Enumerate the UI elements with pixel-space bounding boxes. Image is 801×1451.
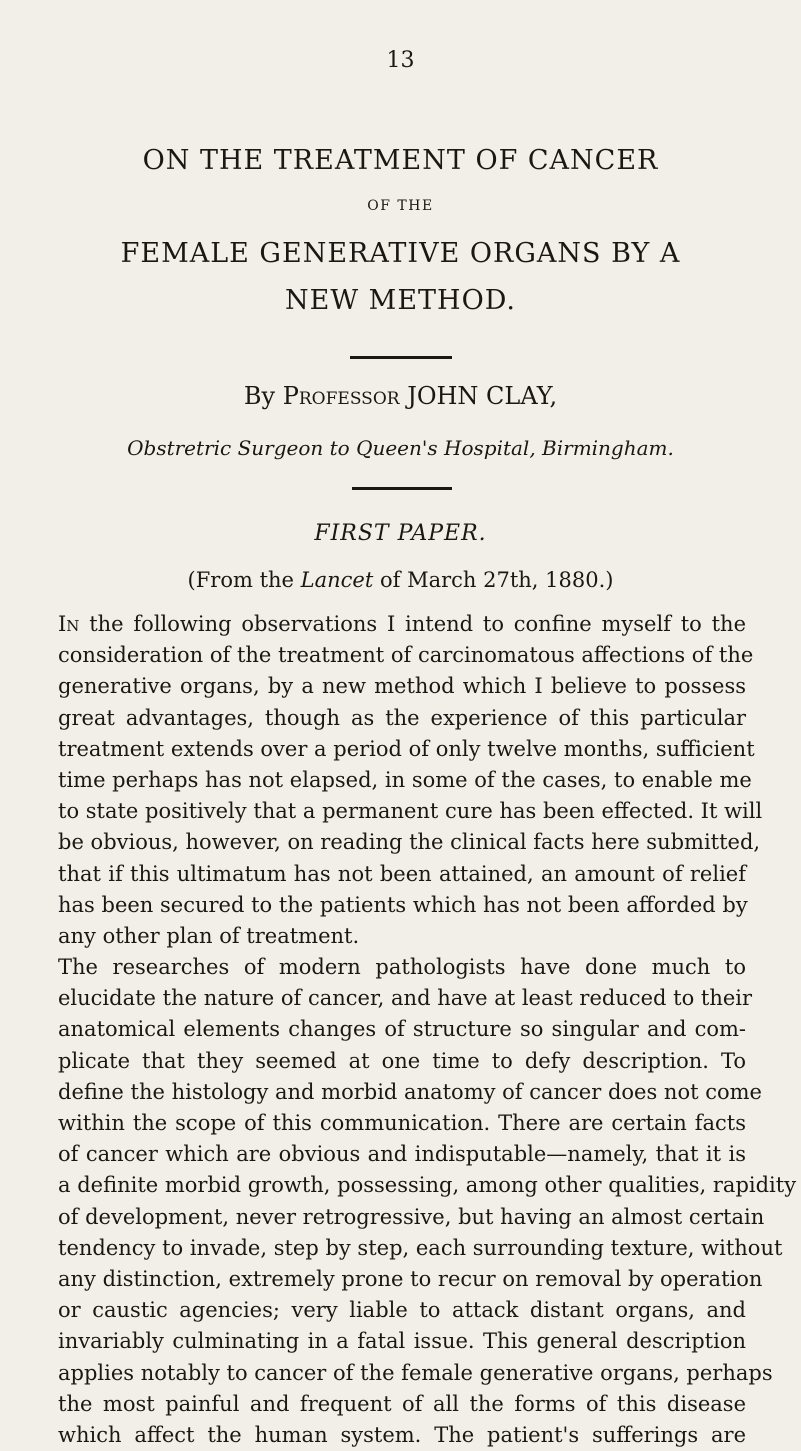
paragraph-1-line: any other plan of treatment. xyxy=(58,923,360,948)
title-line-2: FEMALE GENERATIVE ORGANS BY A xyxy=(120,238,681,269)
author-name: JOHN CLAY, xyxy=(407,382,558,410)
byline xyxy=(0,382,801,410)
paragraph-1-line: time perhaps has not elapsed, in some of the cases, to enable me xyxy=(58,767,752,792)
paragraph-2-line: plicate that they seemed at one time to defy description. To xyxy=(58,1048,746,1073)
paragraph-1-line: to state positively that a permanent cure has been effected. It will xyxy=(58,799,763,824)
paragraph-2-line: applies notably to cancer of the female generative organs, perhaps xyxy=(58,1360,773,1385)
paragraph-2-line: or caustic agencies; very liable to attack distant organs, and xyxy=(58,1298,746,1323)
paragraph-2-line: which affect the human system. The patient's sufferings are xyxy=(58,1422,746,1447)
body-text xyxy=(58,609,797,1451)
source-suffix: of March 27th, 1880.) xyxy=(379,568,614,592)
paragraph-2-line: a definite morbid growth, possessing, among other qualities, rapidity xyxy=(58,1173,797,1198)
paragraph-2-line: define the histology and morbid anatomy of cancer does not come xyxy=(58,1079,762,1104)
paragraph-2-line: of development, never retrogressive, but having an almost certain xyxy=(58,1204,765,1229)
page-number: 13 xyxy=(386,48,415,73)
paragraph-1-line: has been secured to the patients which has not been afforded by xyxy=(58,892,748,917)
title-line-1: ON THE TREATMENT OF CANCER xyxy=(142,145,659,176)
paragraph-2-line: invariably culminating in a fatal issue. This general description xyxy=(58,1329,746,1354)
paragraph-1-line: be obvious, however, on reading the clinical facts here submitted, xyxy=(58,830,761,855)
paragraph-1-line: In the following observations I intend to confine myself to the xyxy=(58,612,746,636)
byline-by: By xyxy=(243,382,276,410)
source-prefix: (From the xyxy=(187,568,294,592)
title-line-3: NEW METHOD. xyxy=(285,285,516,316)
paragraph-2-line: tendency to invade, step by step, each surrounding texture, without xyxy=(58,1235,783,1260)
paragraph-1-line: generative organs, by a new method which I believe to possess xyxy=(58,674,746,699)
divider-rule-bottom xyxy=(352,487,452,490)
byline-rank: Professor xyxy=(282,382,400,410)
paragraph-2-line: elucidate the nature of cancer, and have at least reduced to their xyxy=(58,986,753,1011)
paragraph-2-line: any distinction, extremely prone to recur on removal by operation xyxy=(58,1266,763,1291)
paragraph-1-line: consideration of the treatment of carcinomatous affections of the xyxy=(58,643,754,668)
paragraph-1-line: treatment extends over a period of only twelve months, sufficient xyxy=(58,736,755,761)
first-word: In xyxy=(58,612,80,636)
paragraph-2-line: the most painful and frequent of all the forms of this disease xyxy=(58,1391,746,1416)
paragraph-2-line: of cancer which are obvious and indisputable—namely, that it is xyxy=(58,1142,746,1167)
paragraph-1-line: that if this ultimatum has not been attained, an amount of relief xyxy=(58,861,746,886)
divider-rule-top xyxy=(350,356,452,359)
title-line-of: OF THE xyxy=(367,198,434,214)
paragraph-2-line: The researches of modern pathologists have done much to xyxy=(58,955,746,980)
author-affiliation: Obstretric Surgeon to Queen's Hospital, Birmingham. xyxy=(127,436,674,460)
paper-heading: FIRST PAPER. xyxy=(314,521,487,546)
paragraph-1-line: great advantages, though as the experience of this particular xyxy=(58,705,746,730)
paragraph-2-line: within the scope of this communication. There are certain facts xyxy=(58,1111,746,1135)
source-journal: Lancet xyxy=(300,568,374,592)
source-citation xyxy=(0,568,801,592)
paragraph-2-line: anatomical elements changes of structure so singular and com- xyxy=(58,1017,746,1042)
